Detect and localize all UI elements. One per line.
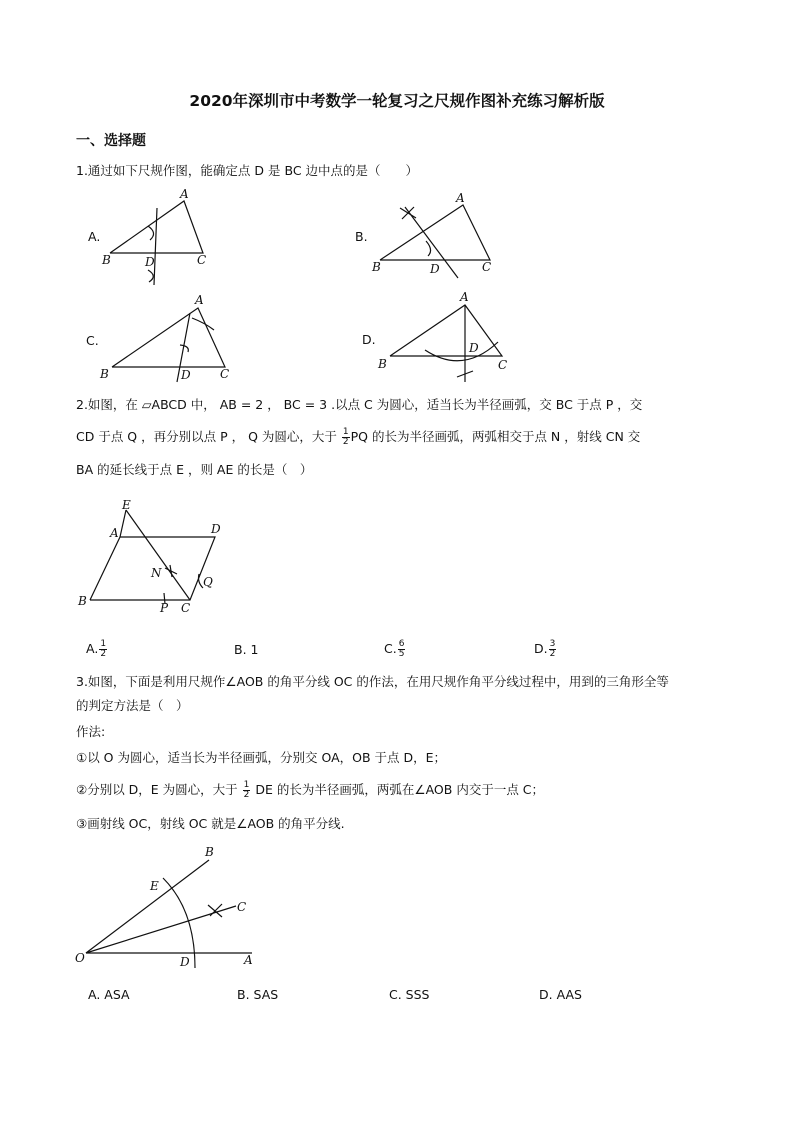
q3-line-2: 的判定方法是（ ） (76, 698, 189, 713)
q1d-point-b: B (378, 357, 387, 371)
q2-point-p: P (160, 601, 169, 615)
q3-option-c: C. SSS (389, 987, 430, 1002)
q3-point-e: E (150, 879, 159, 893)
q1b-point-d: D (430, 262, 440, 276)
q2-option-d-label: D. (534, 641, 548, 656)
q1b-point-b: B (372, 260, 381, 274)
q3-half-fraction: $\frac{1}{2}$ (243, 780, 250, 800)
q2-option-c-label: C. (384, 641, 397, 656)
q2-point-e: E (122, 498, 131, 512)
q1a-point-a: A (180, 187, 189, 201)
section-heading: 一、选择题 (76, 133, 146, 149)
q3-step-2-a: ②分别以 D，E 为圆心，大于 (76, 782, 238, 797)
q3-line-1: 3.如图，下面是利用尺规作∠AOB 的角平分线 OC 的作法，在用尺规作角平分线过程中，用到的三角形全等 (76, 674, 669, 689)
q3-point-c: C (237, 900, 247, 914)
q1d-point-d: D (469, 341, 479, 355)
q1-option-b-label: B. (355, 229, 368, 244)
q1a-point-d: D (145, 255, 155, 269)
q3-option-b: B. SAS (237, 987, 279, 1002)
q3-method: 作法: (76, 724, 106, 739)
q2-line-3: BA 的延长线于点 E ，则 AE 的长是（ ） (76, 462, 313, 477)
q1-option-c-label: C. (86, 333, 99, 348)
q1c-point-d: D (181, 368, 191, 382)
q2-option-d-fraction: $\frac{3}{2}$ (549, 639, 556, 659)
q2-line-1: 2.如图，在 ▱ABCD 中， AB = 2 ， BC = 3 .以点 C 为圆心，适当长为半径画弧，交 BC 于点 P ，交 (76, 397, 643, 412)
q1a-point-b: B (102, 253, 111, 267)
q1b-point-a: A (456, 191, 465, 205)
q3-point-b: B (205, 845, 214, 859)
q2-option-a-fraction: $\frac{1}{2}$ (100, 639, 107, 659)
q3-point-d: D (180, 955, 190, 969)
q2-line-2-b: PQ 的长为半径画弧，两弧相交于点 N ，射线 CN 交 (350, 429, 641, 444)
q2-option-c-fraction: $\frac{6}{5}$ (398, 639, 405, 659)
q1c-point-c: C (220, 367, 230, 381)
q3-step-2-b: DE 的长为半径画弧，两弧在∠AOB 内交于一点 C； (255, 782, 545, 797)
q1a-point-c: C (197, 253, 207, 267)
q2-option-a-label: A. (86, 641, 99, 656)
q3-point-o: O (75, 951, 85, 965)
page-title: 2020年深圳市中考数学一轮复习之尺规作图补充练习解析版 (189, 92, 605, 110)
q2-point-n: N (151, 566, 162, 580)
q2-point-c: C (181, 601, 191, 615)
q3-point-a: A (244, 953, 253, 967)
q1d-point-c: C (498, 358, 508, 372)
q3-option-a: A. ASA (88, 987, 130, 1002)
q2-point-d: D (211, 522, 221, 536)
q2-half-fraction: $\frac{1}{2}$ (342, 427, 349, 447)
q1-option-d-label: D. (362, 332, 376, 347)
q1c-point-b: B (100, 367, 109, 381)
q3-step-1: ①以 O 为圆心，适当长为半径画弧，分别交 OA，OB 于点 D，E； (76, 750, 447, 765)
q2-point-a: A (110, 526, 119, 540)
q2-line-2-a: CD 于点 Q ，再分别以点 P ， Q 为圆心，大于 (76, 429, 337, 444)
q2-point-q: Q (203, 575, 213, 589)
q2-option-b: B. 1 (234, 642, 259, 657)
q3-step-3: ③画射线 OC，射线 OC 就是∠AOB 的角平分线. (76, 816, 345, 831)
q1c-point-a: A (195, 293, 204, 307)
q1d-point-a: A (460, 290, 469, 304)
q2-point-b: B (78, 594, 87, 608)
q3-option-d: D. AAS (539, 987, 582, 1002)
q1b-point-c: C (482, 260, 492, 274)
q1-option-a-label: A. (88, 229, 101, 244)
q1-stem: 1.通过如下尺规作图，能确定点 D 是 BC 边中点的是（ ） (76, 163, 419, 178)
